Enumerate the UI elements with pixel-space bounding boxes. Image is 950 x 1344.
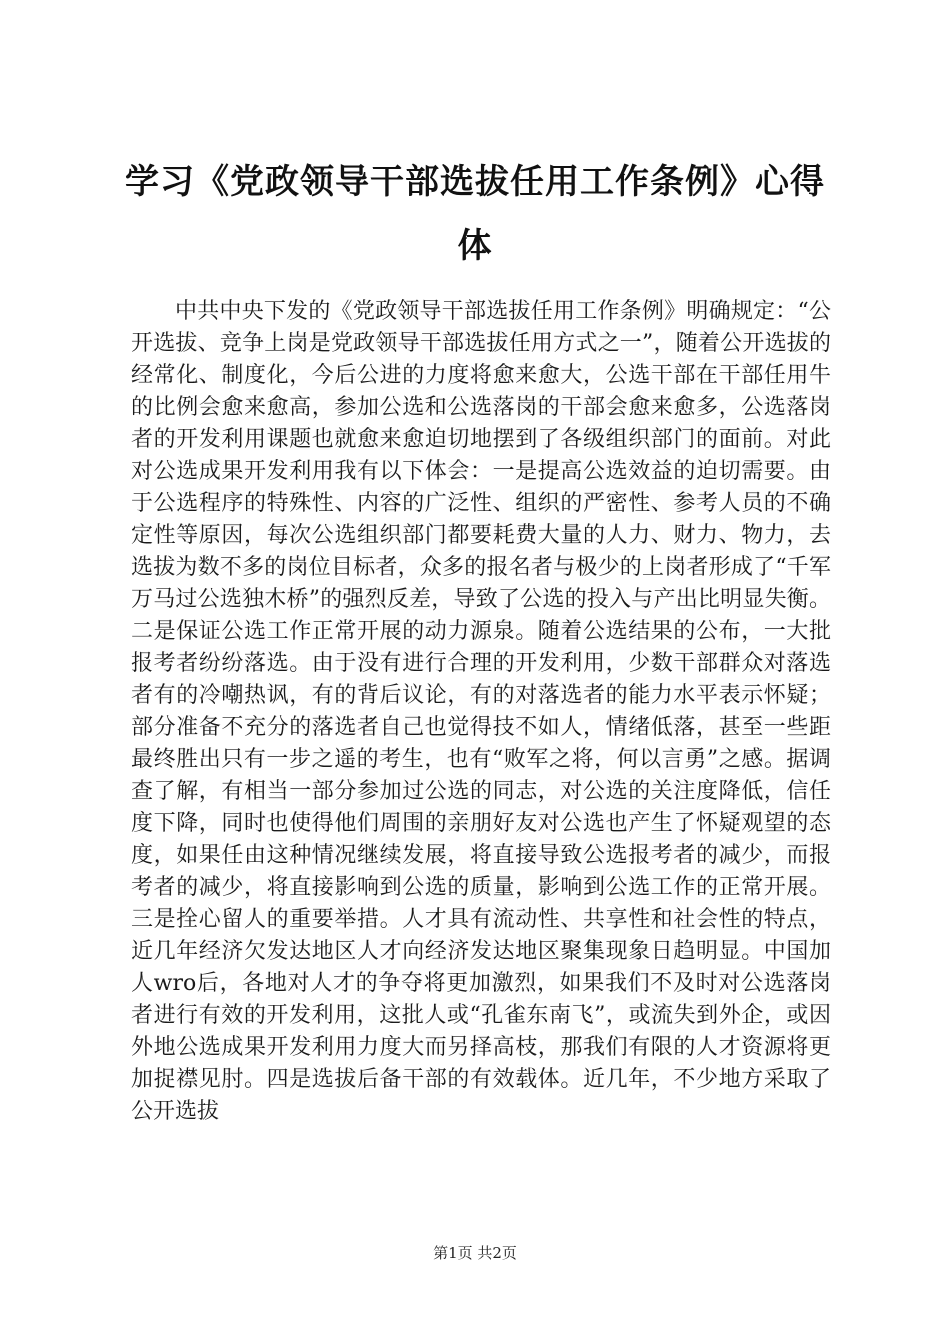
- page-number-footer: 第1页 共2页: [433, 1244, 517, 1262]
- document-body-paragraph: 中共中央下发的《党政领导干部选拔任用工作条例》明确规定：“公开选拔、竞争上岗是党政领导干部选拔任用方式之一”，随着公开选拔的经常化、制度化，今后公进的力度将愈来愈大，公选干部在干部任用牛的比例会愈来愈高，参加公选和公选落岗的干部会愈来愈多，公选落岗者的开发利用课题也就愈来愈迫切地摆到了各级组织部门的面前。对此对公选成果开发利用我有以下体会：一是提高公选效益的迫切需要。由于公选程序的特殊性、内容的广泛性、组织的严密性、参考人员的不确定性等原因，每次公选组织部门都要耗费大量的人力、财力、物力，去选拔为数不多的岗位目标者，众多的报名者与极少的上岗者形成了“千军万马过公选独木桥”的强烈反差，导致了公选的投入与产出比明显失衡。二是保证公选工作正常开展的动力源泉。随着公选结果的公布，一大批报考者纷纷落选。由于没有进行合理的开发利用，少数干部群众对落选者有的冷嘲热讽，有的背后议论，有的对落选者的能力水平表示怀疑；部分准备不充分的落选者自己也觉得技不如人，情绪低落，甚至一些距最终胜出只有一步之遥的考生，也有“败军之将，何以言勇”之感。据调查了解，有相当一部分参加过公选的同志，对公选的关注度降低，信任度下降，同时也使得他们周围的亲朋好友对公选也产生了怀疑观望的态度，如果任由这种情况继续发展，将直接导致公选报考者的减少，而报考者的减少，将直接影响到公选的质量，影响到公选工作的正常开展。三是拴心留人的重要举措。人才具有流动性、共享性和社会性的特点，近几年经济欠发达地区人才向经济发达地区聚集现象日趋明显。中国加人wro后，各地对人才的争夺将更加激烈，如果我们不及时对公选落岗者进行有效的开发利用，这批人或“孔雀东南飞”，或流失到外企，或因外地公选成果开发利用力度大而另择高枝，那我们有限的人才资源将更加捉襟见肘。四是选拔后备干部的有效载体。近几年，不少地方采取了公开选拔: [131, 299, 831, 1124]
- document-title: 学习《党政领导干部选拔任用工作条例》心得体: [125, 162, 825, 266]
